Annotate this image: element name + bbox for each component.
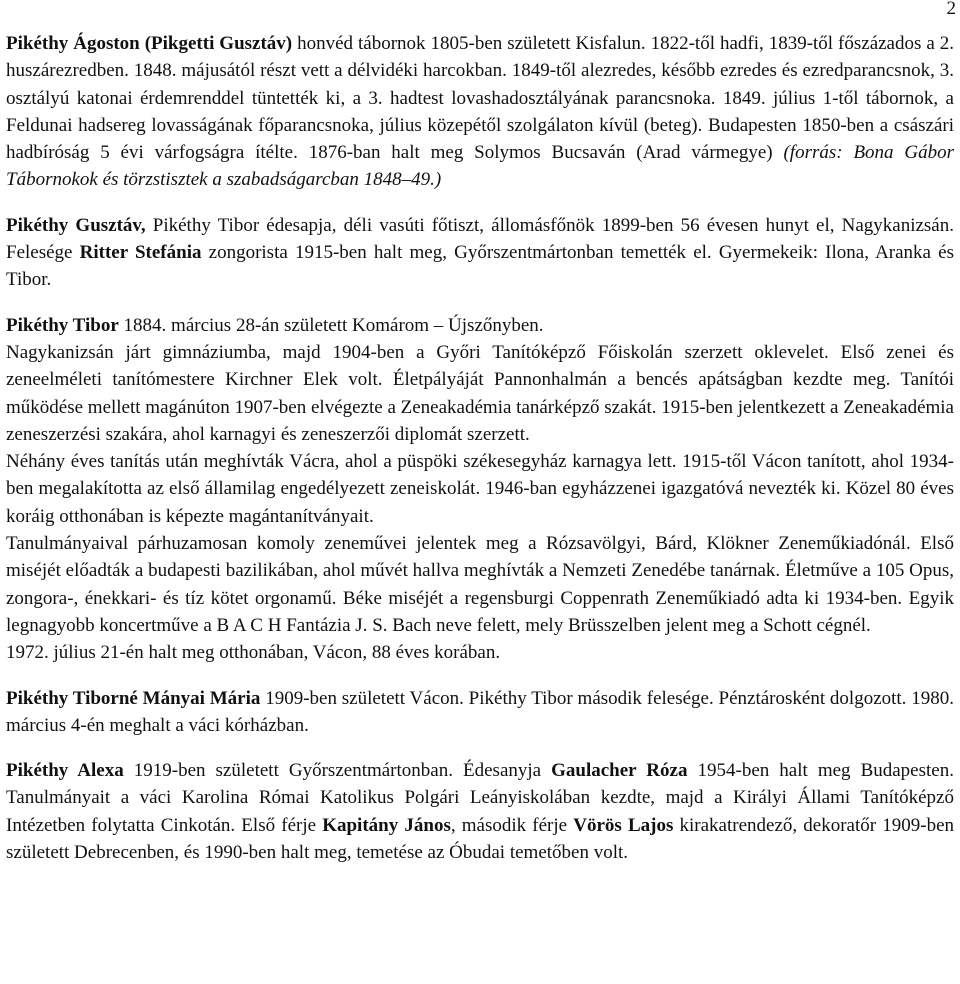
person-name-ritter-stefania: Ritter Stefánia <box>79 242 202 264</box>
alexa-text-3: , második férje <box>450 814 574 836</box>
paragraph-tibor-intro <box>6 312 954 339</box>
tibor-birth-text: 1884. március 28-án született Komárom – Újszőnyben. <box>118 314 544 336</box>
tiborne-text: 1909-ben született Vácon. Pikéthy Tibor második felesége. Pénztárosként dolgozott. 1980. március 4-én meghalt a váci kórházban. <box>6 687 954 736</box>
page-number: 2 <box>946 0 956 19</box>
paragraph-tibor-vac: Néhány éves tanítás után meghívták Vácra, ahol a püspöki székesegyház karnagya lett. 1915-től Vácon tanított, ahol 1934-ben megalakította az első államilag engedélyezett zeneiskolát. 1946-ban egyházzenei igazgatóvá nevezték ki. Közel 80 éves koráig otthonában is képezte magántanítványait. <box>6 451 954 527</box>
agoston-source: (forrás: Bona Gábor Tábornokok és törzstisztek a szabadságarcban 1848–49.) <box>6 142 955 191</box>
paragraph-tibor-education: Nagykanizsán járt gimnáziumba, majd 1904-ben a Győri Tanítóképző Főiskolán szerzett oklevelet. Első zenei és zeneelméleti tanítómestere Kirchner Elek volt. Életpályáját Pannonhalmán a bencés apátságban kezdte meg. Tanítói működése mellett magánúton 1907-ben elvégezte a Zeneakadémia tanárképző szakát. 1915-ben jelentkezett a Zeneakadémia zeneszerzési szakára, ahol karnagyi és zeneszerzői diplomát szerzett. <box>6 341 954 445</box>
paragraph-alexa <box>6 757 954 866</box>
person-name-tibor: Pikéthy Tibor <box>6 314 119 336</box>
document-body <box>6 30 954 866</box>
paragraph-tibor-works: Tanulmányaival párhuzamosan komoly zeneművei jelentek meg a Rózsavölgyi, Bárd, Klökner Zeneműkiadónál. Első miséjét előadták a budapesti bazilikában, ahol művét hallva meghívták a Nemzeti Zenedébe tanárnak. Életműve a 105 Opus, zongora-, énekkari- és tíz kötet orgonamű. Béke miséjét a regensburgi Coppenrath Zeneműkiadó adta ki 1934-ben. Egyik legnagyobb koncertműve a B A C H Fantázia J. S. Bach neve felett, mely Brüsszelben jelent meg a Schott cégnél. <box>6 533 954 636</box>
paragraph-agoston <box>6 30 954 194</box>
alexa-text-1: 1919-ben született Győrszentmártonban. Édesanyja <box>123 760 552 782</box>
gusztav-text-2: zongorista 1915-ben halt meg, Győrszentmártonban temették el. Gyermekeik: Ilona, Aranka és Tibor. <box>6 242 954 291</box>
paragraph-tibor-death: 1972. július 21-én halt meg otthonában, Vácon, 88 éves korában. <box>6 642 501 664</box>
alexa-text-2: 1954-ben halt meg Budapesten. Tanulmányait a váci Karolina Római Katolikus Polgári Leányiskolában kezdte, majd a Királyi Állami Tanítóképző Intézetben folytatta Cinkotán. Első férje <box>6 760 954 836</box>
person-name-alexa: Pikéthy Alexa <box>6 760 124 782</box>
person-name-kapitany-janos: Kapitány János <box>322 814 451 836</box>
paragraph-gusztav <box>6 212 954 294</box>
alexa-text-4: kirakatrendező, dekoratőr 1909-ben született Debrecenben, és 1990-ben halt meg, temetése az Óbudai temetőben volt. <box>6 814 955 864</box>
person-name-tiborne: Pikéthy Tiborné Mányai Mária <box>6 687 261 709</box>
person-name-gusztav: Pikéthy Gusztáv, <box>6 214 146 236</box>
agoston-text: honvéd tábornok 1805-ben született Kisfalun. 1822-től hadfi, 1839-től főszázados a 2. huszárezredben. 1848. májusától részt vett a délvidéki harcokban. 1849-től alezredes, később ezredes és ezredparancsnok, 3. osztályú katonai érdemrenddel tüntették ki, a 3. hadtest lovashadosztályának parancsnoka. 1849. július 1-től tábornok, a Feldunai hadsereg lovasságának főparancsnoka, július közepétől szolgálaton kívül (beteg). Budapesten 1850-ben a császári hadbíróság 5 évi várfogságra ítélte. 1876-ban halt meg Solymos Bucsaván (Arad vármegye) <box>6 33 954 164</box>
gusztav-text-1: Pikéthy Tibor édesapja, déli vasúti főtiszt, állomásfőnök 1899-ben 56 évesen hunyt el, Nagykanizsán. Felesége <box>6 214 954 264</box>
person-name-gaulacher-roza: Gaulacher Róza <box>551 760 688 782</box>
paragraph-tiborne <box>6 685 954 740</box>
person-name-agoston: Pikéthy Ágoston (Pikgetti Gusztáv) <box>6 33 293 54</box>
person-name-voros-lajos: Vörös Lajos <box>573 814 674 836</box>
